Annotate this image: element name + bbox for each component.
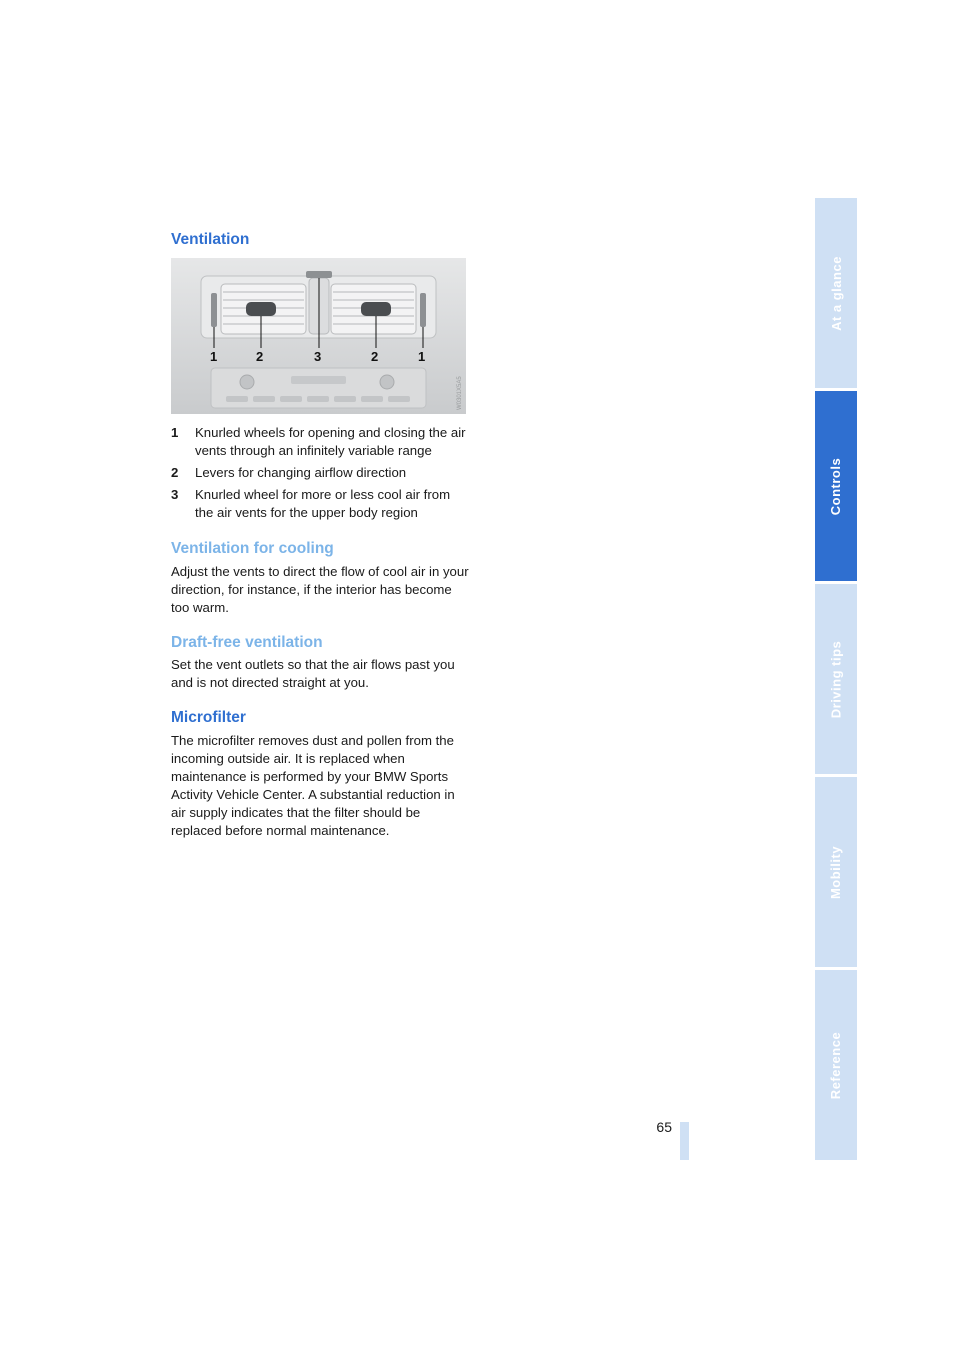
tab-mobility[interactable] bbox=[815, 777, 857, 967]
figure-label-1-left: 1 bbox=[210, 349, 218, 364]
legend-text: Knurled wheel for more or less cool air from the air vents for the upper body region bbox=[195, 487, 451, 520]
figure-label-1-right: 1 bbox=[418, 349, 426, 364]
figure-code: W0301X5A5 bbox=[457, 376, 463, 410]
legend-text: Levers for changing airflow direction bbox=[195, 465, 407, 480]
tab-label: At a glance bbox=[828, 255, 844, 331]
section-heading-cooling: Ventilation for cooling bbox=[171, 540, 334, 557]
legend-text: Knurled wheels for opening and closing the air vents through an infinitely variable range bbox=[195, 425, 466, 458]
page-number: 65 bbox=[656, 1119, 672, 1135]
page-number-bar bbox=[680, 1122, 689, 1160]
legend-item bbox=[171, 464, 471, 482]
section-heading-draft-free: Draft-free ventilation bbox=[171, 634, 323, 651]
tab-label: Reference bbox=[828, 1031, 844, 1099]
legend-number: 2 bbox=[171, 465, 179, 480]
section-heading-microfilter: Microfilter bbox=[171, 709, 246, 726]
tab-label: Mobility bbox=[828, 845, 844, 899]
section-heading-ventilation: Ventilation bbox=[171, 231, 250, 248]
legend-item bbox=[171, 424, 471, 460]
ventilation-figure bbox=[171, 258, 466, 414]
figure-label-2-right: 2 bbox=[371, 349, 379, 364]
tab-controls[interactable] bbox=[815, 391, 857, 581]
draft-free-paragraph: Set the vent outlets so that the air flows past you and is not directed straight at you. bbox=[171, 657, 455, 690]
tab-at-a-glance[interactable] bbox=[815, 198, 857, 388]
legend-number: 1 bbox=[171, 425, 179, 440]
figure-label-2-left: 2 bbox=[256, 349, 264, 364]
figure-legend bbox=[171, 424, 471, 526]
tab-driving-tips[interactable] bbox=[815, 584, 857, 774]
tab-label: Driving tips bbox=[828, 640, 844, 718]
cooling-paragraph: Adjust the vents to direct the flow of cool air in your direction, for instance, if the interior has become too warm. bbox=[171, 564, 469, 615]
figure-label-3: 3 bbox=[314, 349, 322, 364]
microfilter-paragraph: The microfilter removes dust and pollen from the incoming outside air. It is replaced when maintenance is performed by your BMW Sports Activity Vehicle Center. A substantial reduction in air supply indicates that the filter should be replaced before normal maintenance. bbox=[171, 733, 455, 838]
legend-item bbox=[171, 486, 471, 522]
legend-number: 3 bbox=[171, 487, 179, 502]
tab-reference[interactable] bbox=[815, 970, 857, 1160]
tab-label: Controls bbox=[828, 457, 844, 515]
air-vents-illustration bbox=[171, 258, 466, 414]
